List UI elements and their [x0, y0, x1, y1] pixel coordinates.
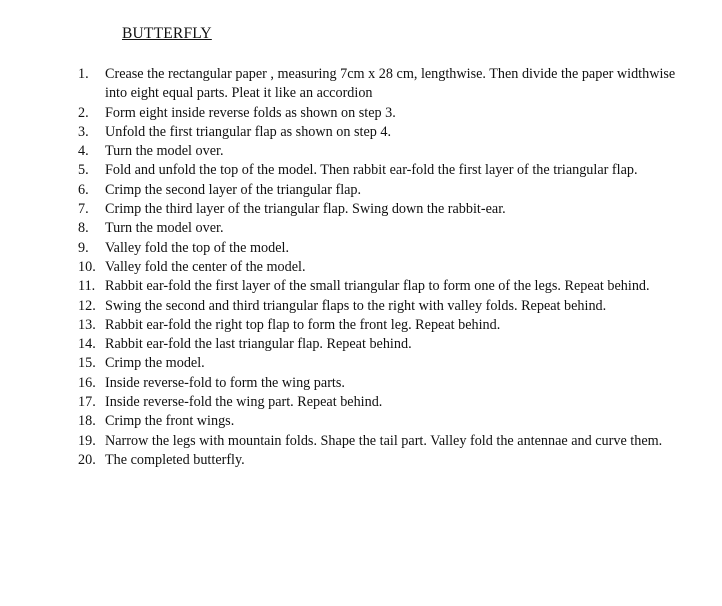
step-number: 3. — [78, 123, 89, 140]
step-item — [78, 239, 688, 258]
step-number: 2. — [78, 104, 89, 121]
step-item — [78, 432, 688, 451]
step-number: 20. — [78, 451, 96, 468]
step-text: Inside reverse-fold to form the wing parts. — [105, 374, 345, 391]
step-text: Form eight inside reverse folds as shown on step 3. — [105, 104, 396, 121]
step-number: 4. — [78, 143, 89, 160]
step-text: Valley fold the center of the model. — [105, 258, 306, 275]
step-text: Crease the rectangular paper , measuring 7cm x 28 cm, lengthwise. Then divide the paper widthwise into eight equal parts. Pleat it like an accordion — [105, 66, 676, 102]
step-text: Inside reverse-fold the wing part. Repeat behind. — [105, 394, 383, 411]
step-number: 6. — [78, 181, 89, 198]
step-item — [78, 219, 688, 238]
step-text: Valley fold the top of the model. — [105, 239, 289, 256]
step-text: Rabbit ear-fold the right top flap to form the front leg. Repeat behind. — [105, 316, 501, 333]
step-item — [78, 374, 688, 393]
step-text: Rabbit ear-fold the first layer of the small triangular flap to form one of the legs. Repeat behind. — [105, 278, 650, 295]
step-item — [78, 200, 688, 219]
step-number: 16. — [78, 374, 96, 391]
step-text: Crimp the front wings. — [105, 413, 235, 430]
step-item — [78, 161, 688, 180]
step-text: Turn the model over. — [105, 143, 224, 160]
step-number: 9. — [78, 239, 89, 256]
step-text: The completed butterfly. — [105, 451, 245, 468]
step-number: 11. — [78, 278, 96, 295]
step-item — [78, 258, 688, 277]
step-text: Crimp the model. — [105, 355, 205, 372]
step-number: 19. — [78, 432, 96, 449]
step-text: Swing the second and third triangular flaps to the right with valley folds. Repeat behind. — [105, 297, 607, 314]
step-number: 18. — [78, 413, 96, 430]
document-title: BUTTERFLY — [122, 25, 212, 42]
step-number: 13. — [78, 316, 96, 333]
step-item — [78, 65, 688, 104]
step-item — [78, 297, 688, 316]
step-item — [78, 277, 688, 296]
steps-list — [78, 65, 688, 470]
step-text: Fold and unfold the top of the model. Then rabbit ear-fold the first layer of the triangular flap. — [105, 162, 638, 179]
step-text: Unfold the first triangular flap as shown on step 4. — [105, 123, 392, 140]
step-item — [78, 393, 688, 412]
step-text: Narrow the legs with mountain folds. Shape the tail part. Valley fold the antennae and curve them. — [105, 432, 663, 449]
step-number: 12. — [78, 297, 96, 314]
step-number: 10. — [78, 258, 96, 275]
step-text: Turn the model over. — [105, 220, 224, 237]
step-text: Rabbit ear-fold the last triangular flap. Repeat behind. — [105, 336, 412, 353]
step-text: Crimp the second layer of the triangular flap. — [105, 181, 362, 198]
step-text: Crimp the third layer of the triangular flap. Swing down the rabbit-ear. — [105, 201, 506, 218]
step-number: 17. — [78, 394, 96, 411]
step-item — [78, 451, 688, 470]
step-item — [78, 354, 688, 373]
step-number: 7. — [78, 201, 89, 218]
step-number: 1. — [78, 66, 89, 82]
step-number: 14. — [78, 336, 96, 353]
step-item — [78, 123, 688, 142]
step-item — [78, 412, 688, 431]
step-number: 15. — [78, 355, 96, 372]
step-item — [78, 104, 688, 123]
step-item — [78, 316, 688, 335]
step-item — [78, 142, 688, 161]
step-number: 5. — [78, 162, 89, 179]
step-item — [78, 181, 688, 200]
step-number: 8. — [78, 220, 89, 237]
step-item — [78, 335, 688, 354]
